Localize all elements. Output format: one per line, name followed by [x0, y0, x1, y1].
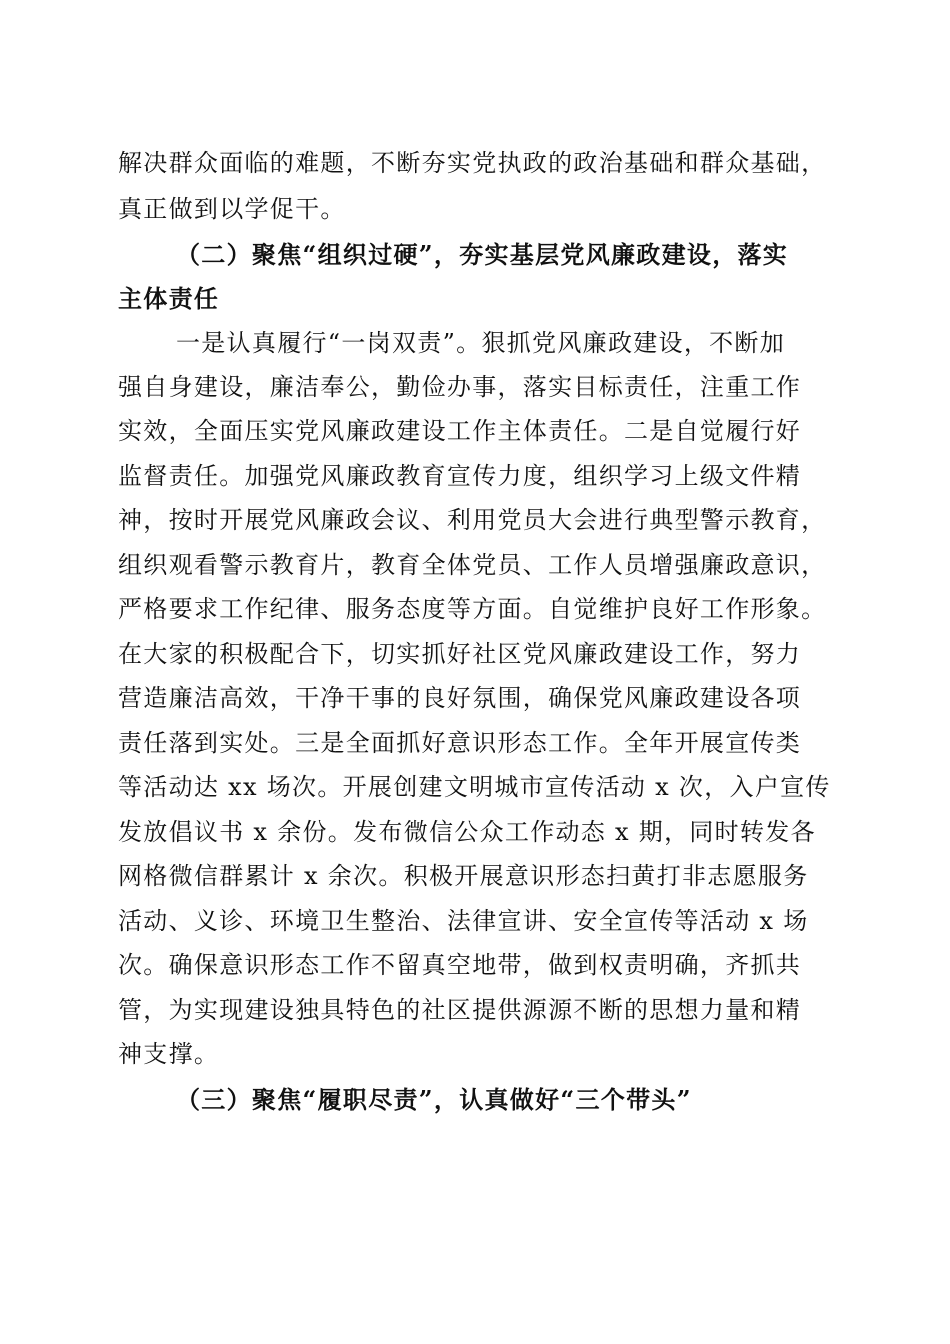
body-text-line: 管，为实现建设独具特色的社区提供源源不断的思想力量和精 — [118, 996, 802, 1024]
body-text-line: 等活动达 xx 场次。开展创建文明城市宣传活动 x 次，入户宣传 — [118, 773, 831, 801]
section-heading: （二）聚焦“组织过硬”，夯实基层党风廉政建设，落实 — [176, 240, 789, 269]
body-text-line: 营造廉洁高效，干净干事的良好氛围，确保党风廉政建设各项 — [118, 684, 802, 712]
body-text-line: 神，按时开展党风廉政会议、利用党员大会进行典型警示教育， — [118, 506, 827, 534]
body-text-line: 组织观看警示教育片，教育全体党员、工作人员增强廉政意识， — [118, 551, 827, 579]
paragraph-first-line: 一是认真履行“一岗双责”。狠抓党风廉政建设，不断加 — [176, 329, 786, 357]
body-text-line: 发放倡议书 x 余份。发布微信公众工作动态 x 期，同时转发各 — [118, 818, 816, 846]
body-text-line: 真正做到以学促干。 — [118, 195, 346, 223]
body-text-line: 强自身建设，廉洁奉公，勤俭办事，落实目标责任，注重工作 — [118, 373, 802, 401]
body-text-line: 严格要求工作纪律、服务态度等方面。自觉维护良好工作形象。 — [118, 595, 827, 623]
body-text-line: 次。确保意识形态工作不留真空地带，做到权责明确，齐抓共 — [118, 951, 802, 979]
body-text-line: 在大家的积极配合下，切实抓好社区党风廉政建设工作，努力 — [118, 640, 802, 668]
section-heading-continuation: 主体责任 — [118, 284, 220, 313]
body-text-line: 监督责任。加强党风廉政教育宣传力度，组织学习上级文件精 — [118, 462, 802, 490]
section-heading: （三）聚焦“履职尽责”，认真做好“三个带头” — [176, 1085, 692, 1114]
body-text-line: 责任落到实处。三是全面抓好意识形态工作。全年开展宣传类 — [118, 729, 802, 757]
body-text-line: 解决群众面临的难题，不断夯实党执政的政治基础和群众基础， — [118, 149, 827, 177]
body-text-line: 网格微信群累计 x 余次。积极开展意识形态扫黄打非志愿服务 — [118, 862, 809, 890]
body-text-line: 活动、义诊、环境卫生整治、法律宣讲、安全宣传等活动 x 场 — [118, 907, 809, 935]
body-text-line: 神支撑。 — [118, 1040, 220, 1068]
body-text-line: 实效，全面压实党风廉政建设工作主体责任。二是自觉履行好 — [118, 417, 802, 445]
